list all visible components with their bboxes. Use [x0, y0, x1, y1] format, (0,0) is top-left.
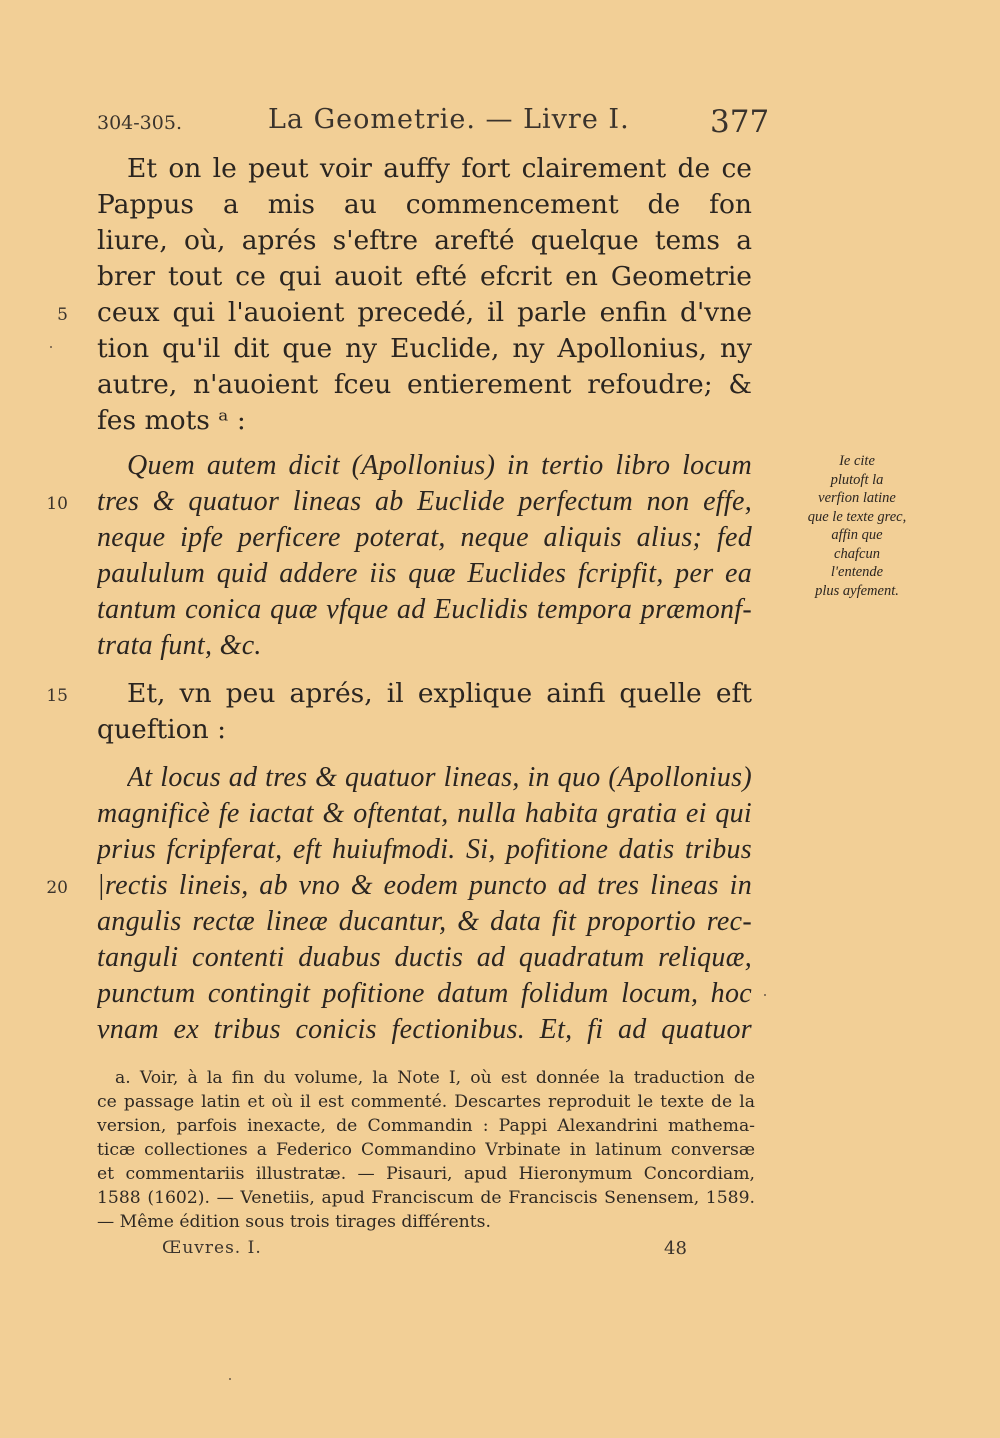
margin-note-line: affin que: [831, 527, 883, 543]
margin-note-line: chafcun: [834, 545, 880, 562]
footnote-line: 1588 (1602). — Venetiis, apud Franciscum de Franciscis Senensem, 1589.: [97, 1188, 755, 1208]
footnote-line: version, parfois inexacte, de Commandin : Pappi Alexandrini mathema-: [97, 1116, 755, 1136]
text-line: prius fcripferat, eft huiufmodi. Si, pofitione datis tribus: [97, 834, 752, 865]
text-line: liure, où, aprés s'eftre arefté quelque tems a: [97, 225, 752, 256]
margin-note-line: que le texte grec,: [807, 508, 907, 525]
text-line: At locus ad tres & quatuor lineas, in quo (Apollonius): [127, 762, 752, 793]
footer-signature: Œuvres. I.: [162, 1238, 262, 1258]
line-number: 20: [46, 878, 68, 898]
footnote-line: — Même édition sous trois tirages différents.: [97, 1212, 491, 1232]
text-line: paululum quid addere iis quæ Euclides fcripfit, per ea: [97, 558, 752, 589]
text-line: angulis rectæ lineæ ducantur, & data fit proportio rec-: [97, 906, 752, 937]
margin-note-line: plutoft la: [830, 471, 884, 488]
text-line: magnificè fe iactat & oftentat, nulla habita gratia ei qui: [97, 798, 752, 829]
page-number: 377: [710, 104, 770, 140]
text-line: punctum contingit pofitione datum folidum locum, hoc: [97, 978, 752, 1009]
text-line: brer tout ce qui auoit efté efcrit en Geometrie: [97, 261, 752, 292]
text-line: Et, vn peu aprés, il explique ainfi quelle eft: [127, 678, 752, 709]
margin-note-line: l'entende: [830, 564, 884, 580]
text-line: tres & quatuor lineas ab Euclide perfectum non effe,: [97, 486, 752, 517]
margin-note-line: Ie cite: [839, 453, 875, 469]
line-number: 15: [46, 686, 68, 706]
text-line: trata funt, &c.: [97, 630, 262, 661]
running-title: La Geometrie. — Livre I.: [268, 104, 630, 135]
line-number: 10: [46, 494, 68, 514]
paper-speck: [50, 346, 52, 348]
text-line: Et on le peut voir auffy fort clairement de ce: [127, 153, 752, 184]
text-line: tantum conica quæ vfque ad Euclidis tempora præmonf-: [97, 594, 752, 625]
text-line: neque ipfe perficere poterat, neque aliquis alius; fed: [97, 522, 752, 553]
text-line: queftion :: [97, 714, 227, 745]
text-line: vnam ex tribus conicis fectionibus. Et, fi ad quatuor: [97, 1014, 752, 1045]
paper-speck: [229, 1378, 231, 1380]
text-line: Pappus a mis au commencement de fon: [97, 189, 752, 220]
text-line: tanguli contenti duabus ductis ad quadratum reliquæ,: [97, 942, 752, 973]
text-line: autre, n'auoient fceu entierement refoudre; &: [97, 369, 752, 400]
text-line: fes mots ᵃ :: [97, 405, 246, 436]
margin-note-line: verfion latine: [818, 490, 896, 506]
footnote-line: ticæ collectiones a Federico Commandino Vrbinate in latinum conversæ: [97, 1140, 755, 1160]
footnote-line: a. Voir, à la fin du volume, la Note I, où est donnée la traduction de: [115, 1068, 755, 1088]
footnote-line: et commentariis illustratæ. — Pisauri, apud Hieronymum Concordiam,: [97, 1164, 755, 1184]
paper-speck: [764, 994, 766, 996]
line-number: 5: [57, 305, 68, 325]
text-line: Quem autem dicit (Apollonius) in tertio libro locum: [127, 450, 752, 481]
footer-sheet-number: 48: [664, 1238, 687, 1259]
text-line: tion qu'il dit que ny Euclide, ny Apollonius, ny: [97, 333, 752, 364]
margin-note: [782, 452, 932, 600]
margin-note-line: plus ayfement.: [815, 582, 899, 599]
header-page-range: 304-305.: [97, 112, 182, 134]
text-line: ceux qui l'auoient precedé, il parle enfin d'vne: [97, 297, 752, 328]
text-line: |rectis lineis, ab vno & eodem puncto ad tres lineas in: [97, 870, 752, 901]
footnote-line: ce passage latin et où il est commenté. Descartes reproduit le texte de la: [97, 1092, 755, 1112]
